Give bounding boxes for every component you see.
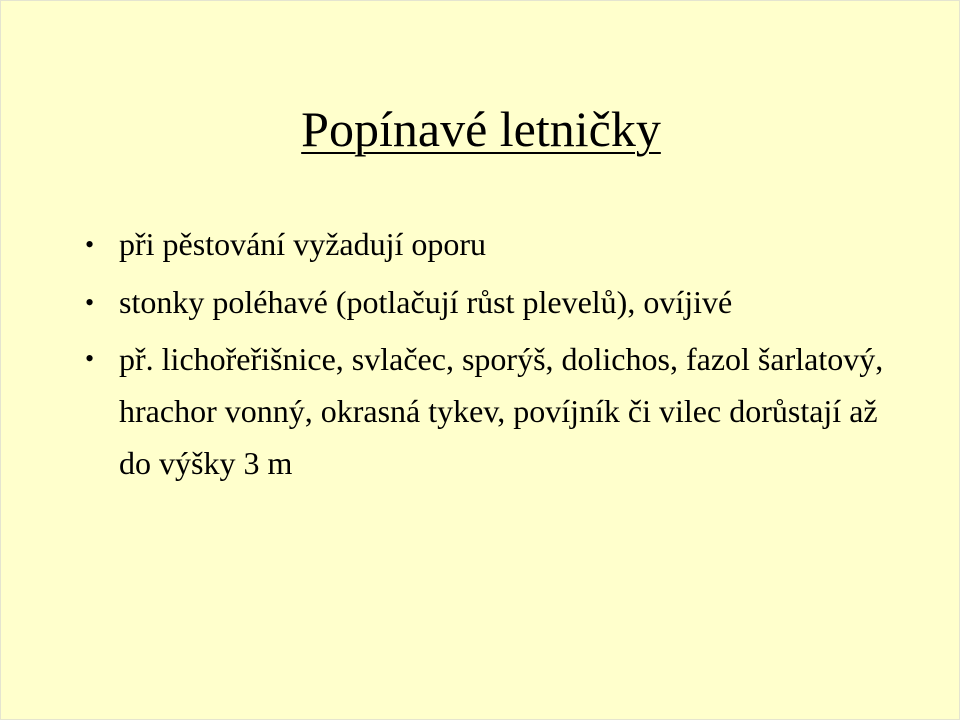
- bullet-text: př. lichořeřišnice, svlačec, sporýš, dolichos, fazol šarlatový, hrachor vonný, okrasná tykev, povíjník či vilec dorůstají až do výšky 3 m: [119, 341, 884, 481]
- bullet-item: [83, 275, 903, 330]
- bullet-marker: •: [85, 288, 95, 317]
- bullet-text: při pěstování vyžadují oporu: [119, 226, 487, 262]
- slide-title: [1, 97, 960, 161]
- bullet-list: [83, 217, 903, 492]
- bullet-marker: •: [85, 344, 95, 373]
- slide-title-text: Popínavé letničky: [301, 101, 661, 157]
- bullet-marker: •: [85, 230, 95, 259]
- bullet-item: [83, 333, 903, 489]
- bullet-text: stonky poléhavé (potlačují růst plevelů), ovíjivé: [119, 284, 733, 320]
- bullet-item: [83, 217, 903, 272]
